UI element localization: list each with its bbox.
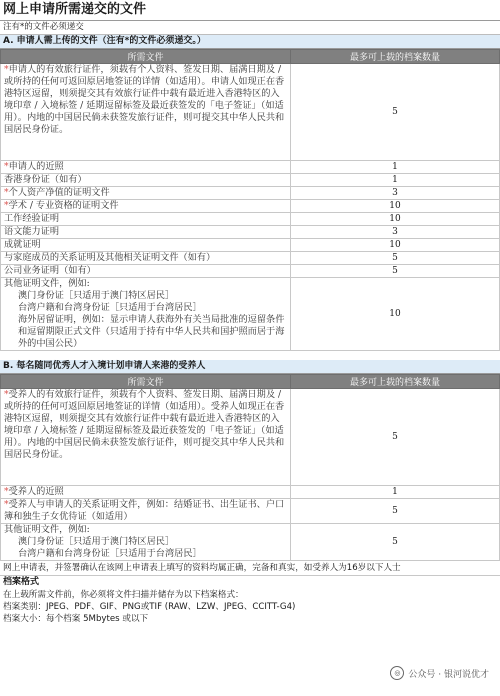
column-header-max-files: 最多可上载的档案数量 bbox=[291, 50, 500, 64]
table-row bbox=[1, 389, 500, 486]
table-row bbox=[1, 174, 500, 187]
document-text: 公司业务证明（如有） bbox=[4, 265, 96, 276]
column-header-documents: 所需文件 bbox=[1, 375, 291, 389]
table-row bbox=[1, 226, 500, 239]
document-text: 工作经验证明 bbox=[4, 213, 60, 224]
declaration-text: 网上申请表，并签署确认在该网上申请表上填写的资料均属正确，完备和真实，如受养人为16岁以下人士 bbox=[0, 561, 500, 576]
max-files-value: 5 bbox=[291, 265, 500, 278]
document-text: 个人资产净值的证明文件 bbox=[8, 187, 110, 198]
max-files-value: 10 bbox=[291, 213, 500, 226]
other-document-item: 澳门身份证［只适用于澳门特区居民］ bbox=[18, 290, 175, 301]
max-files-value: 3 bbox=[291, 187, 500, 200]
document-text: 成就证明 bbox=[4, 239, 41, 250]
required-star: * bbox=[4, 200, 9, 211]
max-files-value: 1 bbox=[291, 174, 500, 187]
section-a-table bbox=[0, 49, 500, 351]
document-text: 受养人与申请人的关系证明文件，例如：结婚证书、出生证书、户口簿和独生子女优待证（如适用） bbox=[4, 499, 285, 522]
required-star: * bbox=[4, 389, 9, 400]
section-b-heading: B. 每名随同优秀人才入境计划申请人来港的受养人 bbox=[0, 360, 500, 374]
max-files-value: 1 bbox=[291, 486, 500, 499]
section-b-table bbox=[0, 374, 500, 561]
required-star: * bbox=[4, 187, 9, 198]
table-row-other-documents bbox=[1, 524, 500, 561]
required-note: 注有*的文件必须递交 bbox=[0, 21, 500, 35]
max-files-value: 5 bbox=[291, 499, 500, 524]
other-documents-intro: 其他证明文件，例如: bbox=[4, 524, 90, 535]
required-star: * bbox=[4, 64, 9, 75]
file-format-size: 档案大小：每个档案 5Mbytes 或以下 bbox=[3, 614, 149, 624]
required-star: * bbox=[4, 499, 9, 510]
table-row bbox=[1, 64, 500, 161]
other-documents-intro: 其他证明文件，例如: bbox=[4, 278, 90, 289]
document-text: 与家庭成员的关系证明及其他相关证明文件（如有） bbox=[4, 252, 216, 263]
watermark-text: 公众号 · 银河说优才 bbox=[408, 669, 489, 680]
section-a-heading: A. 申请人需上传的文件（注有*的文件必须递交。） bbox=[0, 35, 500, 49]
column-header-documents: 所需文件 bbox=[1, 50, 291, 64]
document-text: 语文能力证明 bbox=[4, 226, 60, 237]
max-files-value: 10 bbox=[291, 200, 500, 213]
watermark bbox=[387, 665, 492, 681]
file-format-instruction: 在上载所需文件前，你必须将文件扫描并储存为以下档案格式： bbox=[3, 590, 244, 600]
other-document-item: 澳门身份证［只适用于澳门特区居民］ bbox=[18, 536, 175, 547]
file-format-types: 档案类别：JPEG、PDF、GIF、PNG或TIF (RAW、LZW、JPEG、CCITT-G4) bbox=[3, 602, 296, 612]
document-text: 香港身份证（如有） bbox=[4, 174, 87, 185]
max-files-value: 5 bbox=[291, 524, 500, 561]
table-row bbox=[1, 252, 500, 265]
table-row bbox=[1, 213, 500, 226]
required-star: * bbox=[4, 161, 9, 172]
section-spacer bbox=[0, 351, 500, 360]
max-files-value: 1 bbox=[291, 161, 500, 174]
document-text: 受养人的近照 bbox=[8, 486, 64, 497]
other-document-item: 海外居留证明，例如：显示申请人获海外有关当局批准的逗留条件和逗留期限正式文件（只适用于持有中华人民共和国护照而居于海外的中国公民） bbox=[18, 314, 285, 349]
other-document-item: 台湾户籍和台湾身份证［只适用于台湾居民］ bbox=[18, 302, 202, 313]
file-format-heading: 档案格式 bbox=[3, 577, 40, 587]
table-row bbox=[1, 239, 500, 252]
max-files-value: 5 bbox=[291, 64, 500, 161]
required-star: * bbox=[4, 486, 9, 497]
max-files-value: 5 bbox=[291, 252, 500, 265]
table-header-row bbox=[1, 375, 500, 389]
page-title: 网上申请所需递交的文件 bbox=[0, 0, 500, 21]
table-row-other-documents bbox=[1, 278, 500, 351]
wechat-icon: ◎ bbox=[390, 666, 404, 680]
max-files-value: 10 bbox=[291, 239, 500, 252]
max-files-value: 3 bbox=[291, 226, 500, 239]
table-row bbox=[1, 499, 500, 524]
table-row bbox=[1, 200, 500, 213]
max-files-value: 5 bbox=[291, 389, 500, 486]
document-text: 学术 / 专业资格的证明文件 bbox=[8, 200, 119, 211]
table-header-row bbox=[1, 50, 500, 64]
document-text: 申请人的有效旅行证件，须载有个人资料、签发日期、届满日期及 / 或所持的任何可返回原居地签证的详情（如适用）。申请人如现正在香港特区逗留，则须提交其有效旅行证件中载有最近进入香港特区的入境印章 / 入境标签 / 延期逗留标签及最近获签发的「电子签证」（如适用）。内地的中国居民倘未获签发旅行证件，则可提交其中华人民共和国居民身份证。 bbox=[4, 64, 285, 135]
max-files-value: 10 bbox=[291, 278, 500, 351]
table-row bbox=[1, 161, 500, 174]
document-text: 申请人的近照 bbox=[8, 161, 64, 172]
table-row bbox=[1, 265, 500, 278]
table-row bbox=[1, 187, 500, 200]
column-header-max-files: 最多可上载的档案数量 bbox=[291, 375, 500, 389]
table-row bbox=[1, 486, 500, 499]
document-text: 受养人的有效旅行证件，须载有个人资料、签发日期、届满日期及 / 或所持的任何可返回原居地签证的详情（如适用）。受养人如现正在香港特区逗留，则须提交其有效旅行证件中载有最近进入香港特区的入境印章 / 入境标签 / 延期逗留标签及最近获签发的「电子签证」（如适用）。内地的中国居民倘未获签发旅行证件，则可提交其中华人民共和国居民身份证。 bbox=[4, 389, 285, 460]
other-document-item: 台湾户籍和台湾身份证［只适用于台湾居民］ bbox=[18, 548, 202, 559]
